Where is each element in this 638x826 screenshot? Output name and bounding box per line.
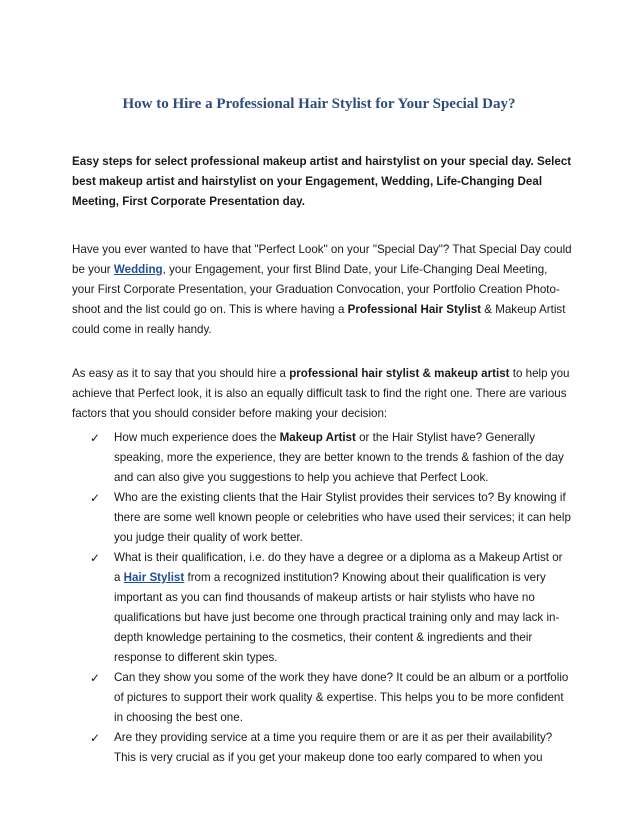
list-item <box>90 548 572 668</box>
checkmark-icon: ✓ <box>90 431 101 445</box>
hair-stylist-link[interactable]: Hair Stylist <box>123 571 185 584</box>
checkmark-icon: ✓ <box>90 491 101 505</box>
list-item-text: or the Hair Stylist have? Generally speaking, more the experience, they are better known to the trends & fashion of the day and can also give you suggestions to help you achieve that Perfect Look. <box>114 431 564 484</box>
list-item-text: Can they show you some of the work they have done? It could be an album or a portfolio of pictures to support their work quality & expertise. This helps you to be more confident in choosing the best one. <box>114 671 569 724</box>
list-item <box>90 668 572 728</box>
bold-professional-hair-stylist: Professional Hair Stylist <box>347 303 482 316</box>
list-item-text: What is their qualification, i.e. do they have a degree or a diploma as a Makeup Artist or a <box>114 551 563 584</box>
list-item <box>90 428 572 488</box>
list-item <box>90 728 572 768</box>
list-item <box>90 488 572 548</box>
checkmark-icon: ✓ <box>90 551 101 565</box>
bold-makeup-artist: Makeup Artist <box>279 431 356 444</box>
checkmark-icon: ✓ <box>90 671 101 685</box>
checkmark-icon: ✓ <box>90 731 101 745</box>
paragraph-text: to help you achieve that Perfect look, it is also an equally difficult task to find the right one. There are various factors that you should consider before making your decision: <box>72 367 570 420</box>
list-item-text: from a recognized institution? Knowing about their qualification is very important as you can find thousands of makeup artists or hair stylists who have no qualifications but have just become one through practical training only and may lack in-depth knowledge pertaining to the cosmetics, their content & ingredients and their response to different skin types. <box>114 571 560 664</box>
list-item-text: Are they providing service at a time you require them or are it as per their availability? This is very crucial as if you get your makeup done too early compared to when you <box>114 731 553 764</box>
paragraph-text: & Makeup Artist could come in really handy. <box>72 303 566 336</box>
paragraph-perfect-look <box>72 240 572 340</box>
wedding-link[interactable]: Wedding <box>113 263 163 276</box>
paragraph-text: Have you ever wanted to have that "Perfect Look" on your "Special Day"? That Special Day could be your <box>72 243 572 276</box>
factor-checklist <box>90 428 572 768</box>
paragraph-text: As easy as it to say that you should hire a <box>72 367 290 380</box>
bold-hire-phrase: professional hair stylist & makeup artist <box>289 367 510 380</box>
list-item-text: Who are the existing clients that the Hair Stylist provides their services to? By knowing if there are some well known people or celebrities who have used their services; it can help you judge their quality of work better. <box>114 491 571 544</box>
list-item-text: How much experience does the <box>114 431 280 444</box>
paragraph-factors <box>72 364 572 424</box>
intro-summary: Easy steps for select professional makeup artist and hairstylist on your special day. Select best makeup artist and hairstylist on your Engagement, Wedding, Life-Changing Deal Meeting, First Corporate Presentation day. <box>72 155 572 208</box>
paragraph-text: , your Engagement, your first Blind Date, your Life-Changing Deal Meeting, your First Corporate Presentation, your Graduation Convocation, your Portfolio Creation Photo-shoot and the list could go on. This is where having a <box>72 263 560 316</box>
page-title: How to Hire a Professional Hair Stylist for Your Special Day? <box>122 96 516 112</box>
